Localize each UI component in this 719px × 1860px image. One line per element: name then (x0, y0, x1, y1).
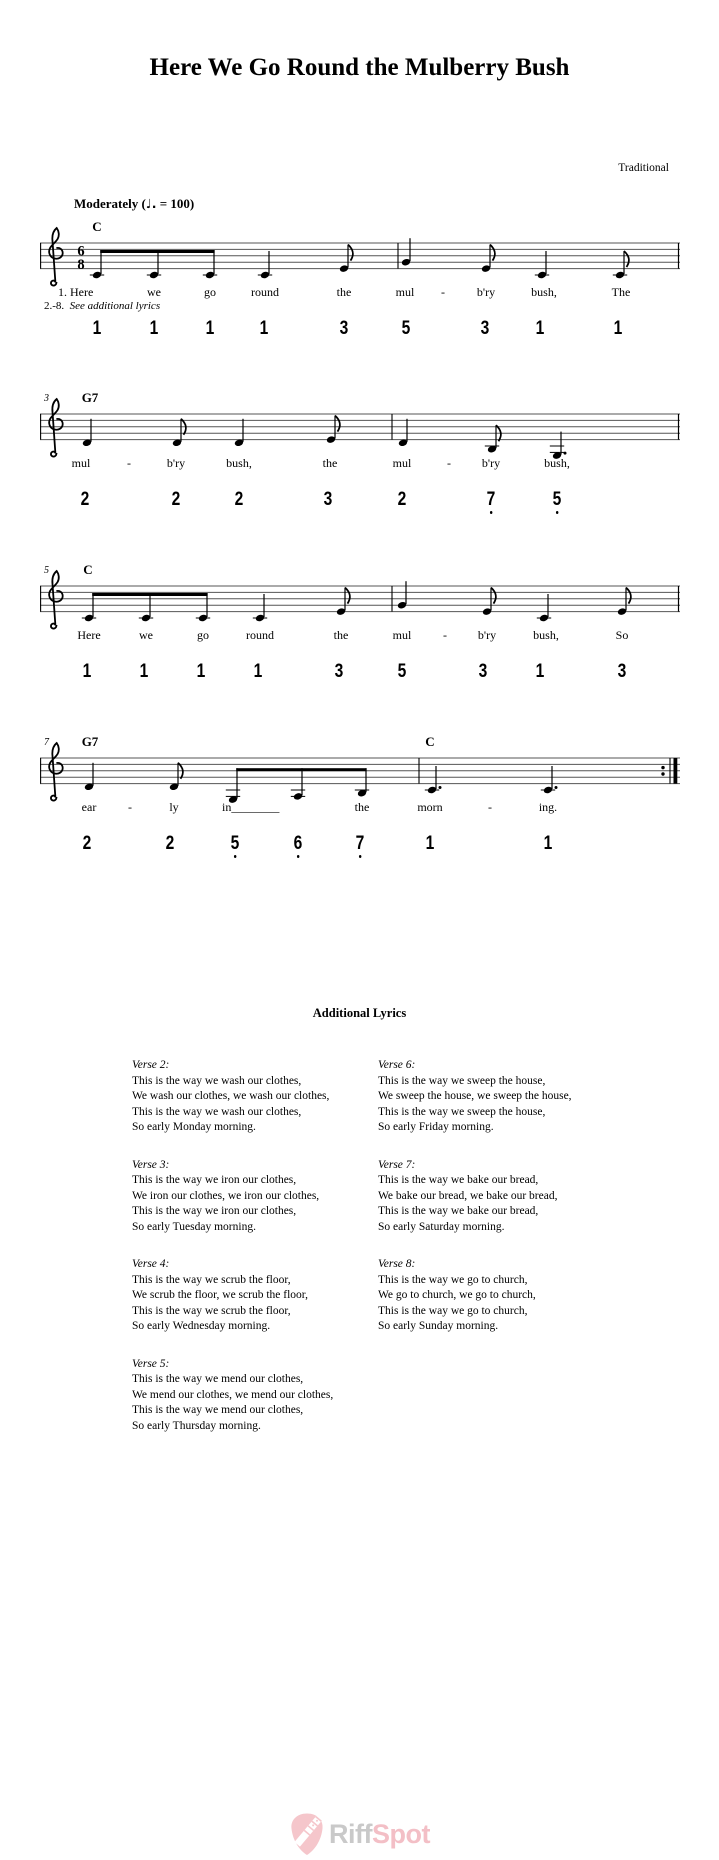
chord-symbol: G7 (81, 734, 99, 749)
verse-label: Verse 6: (378, 1059, 416, 1071)
verse-line: We wash our clothes, we wash our clothes, (132, 1090, 330, 1102)
verse-block (378, 1058, 572, 1136)
lyric-syllable: mul (392, 628, 412, 642)
lyric-syllable: round (251, 285, 279, 299)
verse-line: This is the way we go to church, (378, 1273, 528, 1286)
brand-wordmark: RiffSpot (329, 1818, 430, 1849)
treble-clef-icon (49, 571, 63, 629)
lyric-syllable: b'ry (477, 628, 497, 642)
additional-lyrics-heading: Additional Lyrics (312, 1006, 407, 1020)
lyrics-column-right (378, 1058, 572, 1357)
lyric-syllable: Here (77, 628, 101, 642)
verse-label: Verse 4: (132, 1258, 170, 1270)
verse-line: So early Saturday morning. (378, 1220, 505, 1233)
time-signature-top: 6 (77, 243, 85, 260)
verse-line: This is the way we iron our clothes, (132, 1205, 297, 1217)
eighth-flag (348, 245, 353, 261)
lyric-syllable: go (204, 285, 216, 299)
lyric-syllable: go (197, 628, 209, 642)
number-cipher: 3 (480, 318, 490, 339)
number-cipher: 2 (397, 489, 407, 510)
lyric-syllable: - (441, 285, 445, 299)
number-cipher: 2 (82, 833, 92, 854)
number-cipher: 5 (397, 661, 407, 682)
dotted-quarter-note-icon: ♩. (145, 196, 157, 211)
lyric-syllable: mul (395, 285, 415, 299)
verse-line: This is the way we wash our clothes, (132, 1105, 302, 1118)
staff-system (25, 546, 685, 646)
low-octave-dot (234, 855, 236, 858)
verse-line: We mend our clothes, we mend our clothes, (132, 1388, 334, 1401)
verse-block (378, 1158, 572, 1236)
verse-line: So early Tuesday morning. (132, 1220, 256, 1233)
number-cipher: 1 (139, 661, 149, 682)
verse-line: This is the way we bake our bread, (378, 1205, 539, 1217)
augmentation-dot (564, 452, 567, 455)
number-cipher: 1 (205, 318, 215, 339)
number-cipher: 1 (259, 318, 269, 339)
lyric-syllable: bush, (226, 456, 252, 470)
riffspot-logo (0, 1812, 719, 1856)
verse-line: This is the way we bake our bread, (378, 1174, 539, 1186)
number-cipher: 1 (425, 833, 435, 854)
number-cipher: 3 (617, 661, 627, 682)
lyric-syllable: bush, (533, 628, 559, 642)
verse-label: Verse 5: (132, 1357, 170, 1370)
augmentation-dot (439, 786, 442, 789)
verse-line: We iron our clothes, we iron our clothes, (132, 1189, 320, 1202)
number-cipher: 5 (553, 490, 562, 514)
treble-clef-icon (49, 743, 63, 801)
staff-system (25, 374, 685, 474)
lyric-syllable: mul (392, 456, 412, 470)
verse-label: Verse 8: (378, 1258, 416, 1270)
number-cipher: 2 (165, 833, 175, 854)
lyrics-column-left (132, 1058, 333, 1456)
number-cipher: 5 (231, 834, 240, 858)
number-cipher: 2 (234, 489, 244, 510)
measure-number: 3 (44, 393, 49, 404)
number-cipher: 3 (334, 661, 344, 682)
time-signature-bottom: 8 (77, 257, 85, 273)
verse-block (132, 1357, 333, 1435)
verse-line: This is the way we mend our clothes, (132, 1404, 304, 1416)
number-cipher: 5 (401, 318, 411, 339)
lyric-syllable: So (615, 628, 629, 642)
number-cipher: 1 (535, 661, 545, 682)
lyric-syllable: ear (81, 800, 97, 814)
lyric-syllable: b'ry (481, 456, 501, 470)
low-octave-dot (556, 511, 558, 514)
low-octave-dot (359, 855, 361, 858)
lyric-syllable: the (354, 800, 370, 814)
lyric-syllable: we (139, 628, 153, 642)
number-cipher: 1 (253, 661, 263, 682)
verse-line: This is the way we wash our clothes, (132, 1074, 302, 1087)
augmentation-dot (555, 786, 558, 789)
number-cipher: 3 (478, 661, 488, 682)
chord-symbol: G7 (81, 390, 99, 405)
lyric-syllable: round (246, 628, 274, 642)
lyric-syllable: The (611, 285, 631, 299)
lyric-syllable: 1. Here (58, 285, 94, 299)
lyric-syllable: the (333, 628, 349, 642)
measure-number: 7 (44, 737, 49, 748)
page-title: Here We Go Round the Mulberry Bush (149, 54, 570, 81)
verse-line: We go to church, we go to church, (378, 1289, 536, 1301)
eighth-flag (490, 245, 495, 261)
number-cipher: 1 (196, 661, 206, 682)
eighth-flag (345, 588, 350, 604)
low-octave-dot (297, 855, 299, 858)
verse-line: This is the way we go to church, (378, 1304, 528, 1317)
eighth-flag (626, 588, 631, 604)
number-cipher: 6 (294, 834, 303, 858)
number-cipher: 1 (613, 318, 623, 339)
number-cipher: 3 (323, 489, 333, 510)
verse-line: This is the way we sweep the house, (378, 1105, 546, 1118)
verse-label: Verse 2: (132, 1059, 170, 1071)
lyric-syllable: morn (417, 800, 443, 814)
verse-line: This is the way we mend our clothes, (132, 1373, 304, 1385)
lyric-syllable: - (443, 628, 447, 642)
lyric-syllable: - (127, 456, 131, 470)
number-cipher: 2 (80, 489, 90, 510)
verse-line: This is the way we scrub the floor, (132, 1273, 291, 1286)
verses-note: 2.-8. See additional lyrics (44, 300, 161, 312)
eighth-flag (491, 588, 496, 604)
lyric-syllable: ing. (538, 800, 558, 814)
lyric-syllable: - (488, 800, 492, 814)
verse-line: We scrub the floor, we scrub the floor, (132, 1289, 309, 1301)
lyric-syllable: b'ry (476, 285, 496, 299)
verse-block (132, 1158, 333, 1236)
verse-label: Verse 3: (132, 1158, 170, 1171)
number-cipher: 1 (82, 661, 92, 682)
number-cipher: 1 (92, 318, 102, 339)
lyric-syllable: the (336, 285, 352, 299)
verse-line: So early Sunday morning. (378, 1320, 499, 1332)
verse-line: So early Wednesday morning. (132, 1320, 271, 1332)
lyric-syllable: mul (71, 456, 91, 470)
verse-block (378, 1257, 572, 1335)
number-cipher: 2 (171, 489, 181, 510)
number-cipher: 1 (149, 318, 159, 339)
lyric-syllable: the (322, 456, 338, 470)
lyric-syllable: b'ry (166, 456, 186, 470)
composer-credit: Traditional (618, 162, 669, 174)
verse-line: So early Friday morning. (378, 1121, 494, 1133)
verse-line: This is the way we scrub the floor, (132, 1304, 291, 1317)
lyric-syllable: bush, (531, 285, 557, 299)
treble-clef-icon (49, 399, 63, 457)
number-cipher: 1 (543, 833, 553, 854)
low-octave-dot (490, 511, 492, 514)
tempo-marking: Moderately (♩. = 100) (74, 196, 195, 211)
verse-line: So early Monday morning. (132, 1121, 256, 1133)
lyric-syllable: in________ (222, 800, 280, 814)
verse-block (132, 1058, 333, 1136)
lyric-syllable: we (147, 285, 161, 299)
number-cipher: 3 (339, 318, 349, 339)
treble-clef-icon (49, 228, 63, 286)
guitar-pick-icon (289, 1812, 325, 1856)
measure-number: 5 (44, 565, 49, 576)
verse-label: Verse 7: (378, 1158, 416, 1171)
lyric-syllable: ly (169, 800, 179, 814)
chord-symbol: C (92, 219, 102, 234)
number-cipher: 7 (487, 490, 496, 514)
number-cipher: 7 (356, 834, 365, 858)
number-cipher: 1 (535, 318, 545, 339)
verse-block (132, 1257, 333, 1335)
lyric-syllable: - (447, 456, 451, 470)
eighth-flag (624, 251, 629, 267)
eighth-flag (335, 416, 340, 432)
chord-symbol: C (425, 734, 435, 749)
staff-system (25, 203, 685, 303)
verse-line: This is the way we sweep the house, (378, 1074, 546, 1087)
lyric-syllable: bush, (544, 456, 570, 470)
verse-line: We sweep the house, we sweep the house, (378, 1090, 572, 1102)
verse-line: So early Thursday morning. (132, 1419, 261, 1432)
verse-line: We bake our bread, we bake our bread, (378, 1189, 558, 1202)
verse-line: This is the way we iron our clothes, (132, 1174, 297, 1186)
chord-symbol: C (83, 562, 93, 577)
lyric-syllable: - (128, 800, 132, 814)
